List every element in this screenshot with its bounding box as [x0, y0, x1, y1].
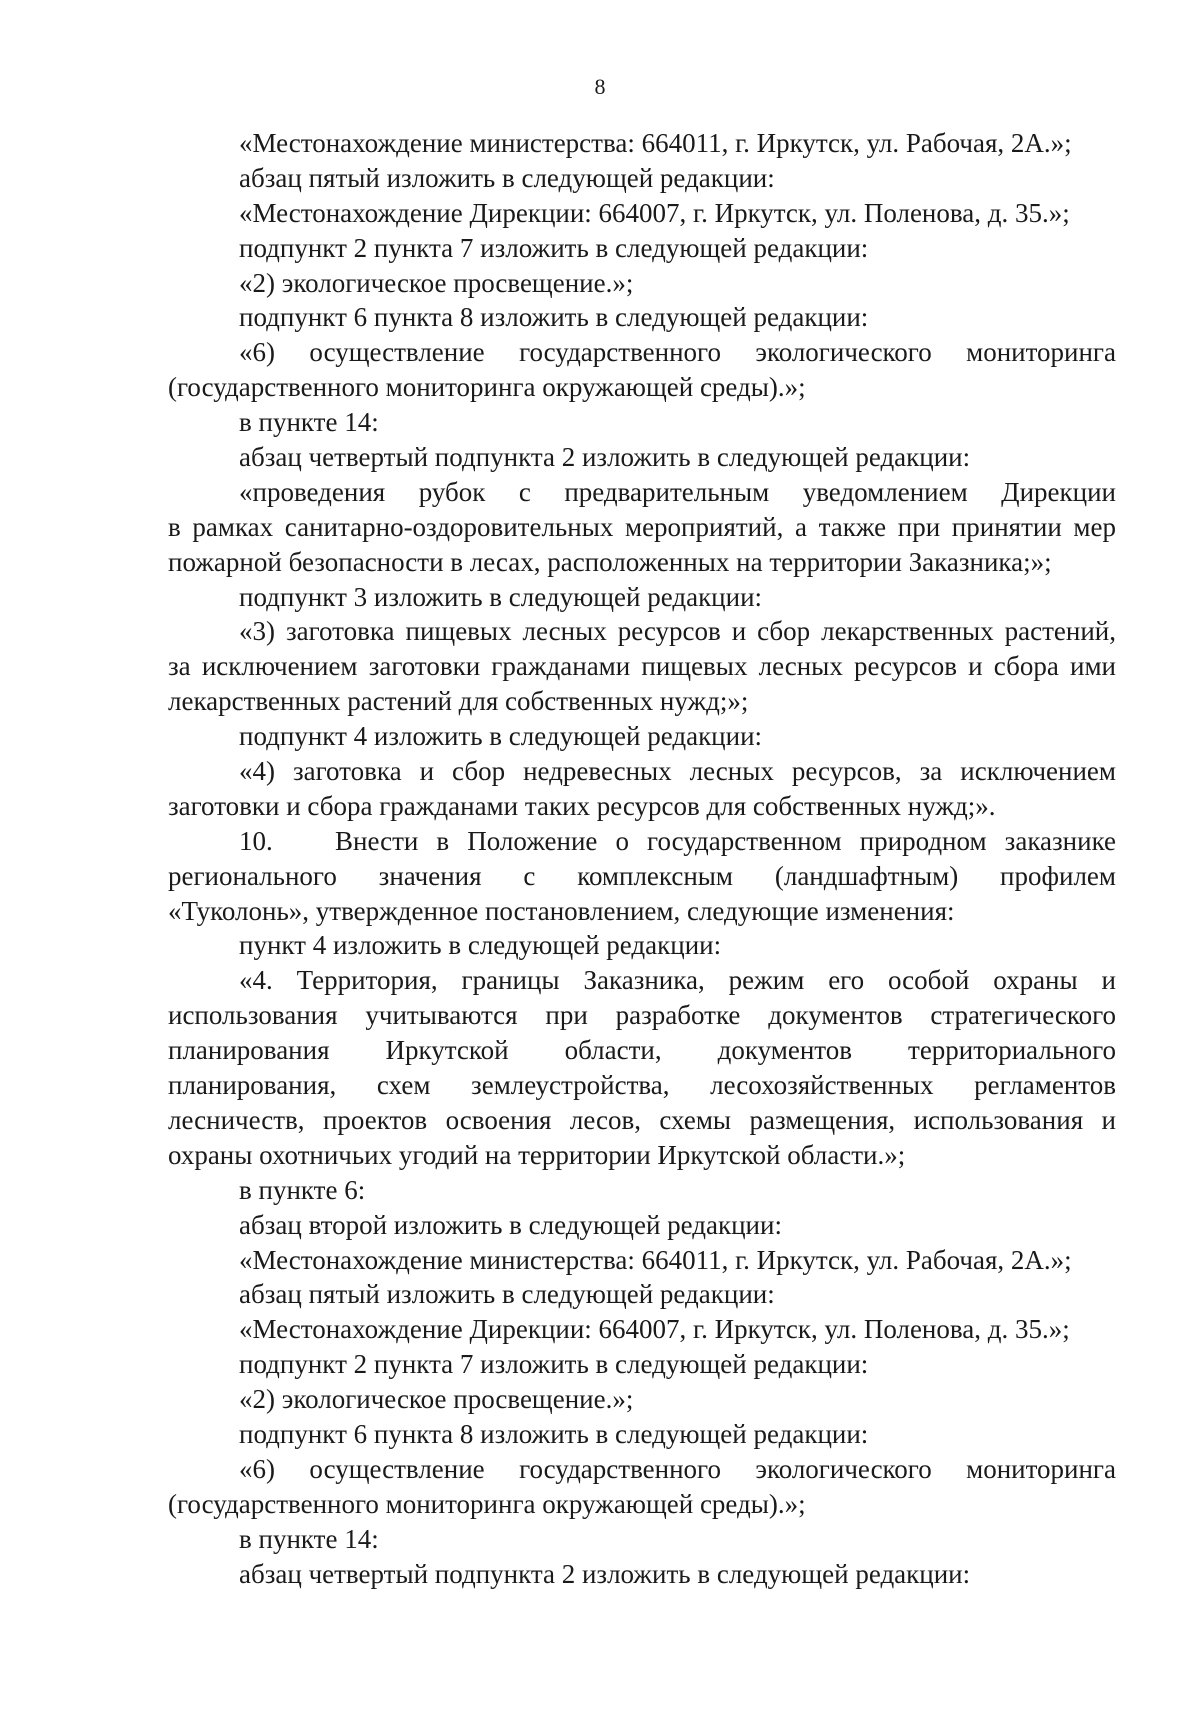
text-line: подпункт 4 изложить в следующей редакции:	[239, 721, 763, 752]
text-line: планирования, схем землеустройства, лесохозяйственных регламентов	[168, 1070, 1116, 1101]
text-line: регионального значения с комплексным (ландшафтным) профилем	[168, 860, 1116, 891]
text-line: пожарной безопасности в лесах, расположенных на территории Заказника;»;	[168, 546, 1052, 577]
text-line: «4) заготовка и сбор недревесных лесных ресурсов, за исключением	[239, 756, 1116, 787]
text-line	[168, 824, 1116, 859]
text-line: «2) экологическое просвещение.»;	[239, 267, 634, 298]
text-line: «проведения рубок с предварительным уведомлением Дирекции	[239, 476, 1116, 507]
text-line: «Местонахождение Дирекции: 664007, г. Иркутск, ул. Поленова, д. 35.»;	[239, 197, 1070, 228]
text-line: «6) осуществление государственного экологического мониторинга	[239, 337, 1116, 368]
text-line: «3) заготовка пищевых лесных ресурсов и сбор лекарственных растений,	[239, 616, 1116, 647]
text-line: подпункт 6 пункта 8 изложить в следующей редакции:	[239, 1418, 869, 1449]
text-line: охраны охотничьих угодий на территории Иркутской области.»;	[168, 1139, 906, 1170]
text-line: «4. Территория, границы Заказника, режим его особой охраны и	[239, 965, 1116, 996]
item-number: 10.	[239, 825, 273, 856]
text-line: «6) осуществление государственного экологического мониторинга	[239, 1453, 1116, 1484]
document-body	[168, 126, 1116, 1591]
text-line: в пункте 14:	[239, 407, 379, 438]
text-line: лесничеств, проектов освоения лесов, схемы размещения, использования и	[168, 1104, 1116, 1135]
text-line: «Местонахождение Дирекции: 664007, г. Иркутск, ул. Поленова, д. 35.»;	[239, 1314, 1070, 1345]
text-line: «Местонахождение министерства: 664011, г. Иркутск, ул. Рабочая, 2А.»;	[239, 1244, 1072, 1275]
page-number: 8	[594, 74, 606, 99]
text-line: абзац пятый изложить в следующей редакции:	[239, 162, 775, 193]
text-line: за исключением заготовки гражданами пищевых лесных ресурсов и сбора ими	[168, 651, 1116, 682]
text-line: в пункте 14:	[239, 1523, 379, 1554]
text-line: пункт 4 изложить в следующей редакции:	[239, 930, 722, 961]
text-line: в рамках санитарно-оздоровительных мероприятий, а также при принятии мер	[168, 511, 1116, 542]
text-line: «Местонахождение министерства: 664011, г. Иркутск, ул. Рабочая, 2А.»;	[239, 128, 1072, 158]
text-line: (государственного мониторинга окружающей среды).»;	[168, 372, 806, 403]
text-line: подпункт 3 изложить в следующей редакции:	[239, 581, 763, 612]
text-line: использования учитываются при разработке документов стратегического	[168, 1000, 1116, 1031]
text-line: абзац второй изложить в следующей редакции:	[239, 1209, 782, 1240]
text-line: лекарственных растений для собственных нужд;»;	[168, 686, 749, 717]
text-line-content: Внести в Положение о государственном природном заказнике	[335, 825, 1116, 856]
text-line: подпункт 2 пункта 7 изложить в следующей редакции:	[239, 1349, 869, 1380]
text-line: «Туколонь», утвержденное постановлением, следующие изменения:	[168, 895, 955, 926]
text-line: «2) экологическое просвещение.»;	[239, 1384, 634, 1415]
text-line: абзац четвертый подпункта 2 изложить в следующей редакции:	[239, 442, 971, 473]
text-line: абзац пятый изложить в следующей редакции:	[239, 1279, 775, 1310]
text-line: абзац четвертый подпункта 2 изложить в следующей редакции:	[239, 1558, 971, 1589]
text-line: подпункт 2 пункта 7 изложить в следующей редакции:	[239, 232, 869, 263]
text-line: планирования Иркутской области, документов территориального	[168, 1035, 1116, 1066]
text-line: (государственного мониторинга окружающей среды).»;	[168, 1488, 806, 1519]
text-line: подпункт 6 пункта 8 изложить в следующей редакции:	[239, 302, 869, 333]
text-line: в пункте 6:	[239, 1174, 366, 1205]
text-line: заготовки и сбора гражданами таких ресурсов для собственных нужд;».	[168, 790, 996, 821]
